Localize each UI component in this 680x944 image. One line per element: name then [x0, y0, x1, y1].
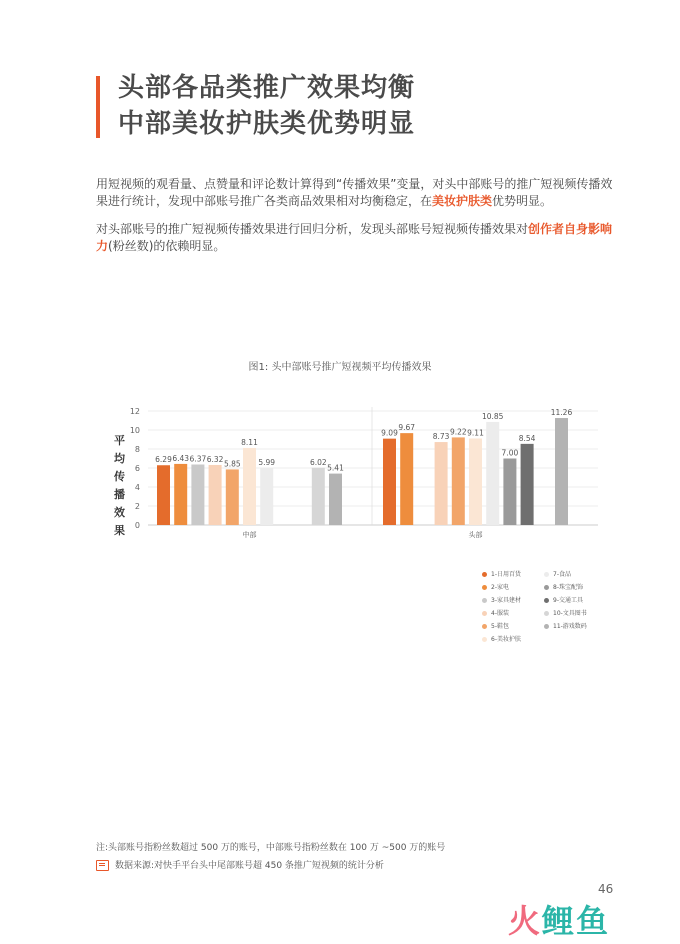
- bar: [469, 438, 482, 525]
- legend-label: 7-食品: [553, 571, 571, 578]
- y-tick-label: 8: [134, 445, 140, 454]
- bar-value-label: 8.11: [241, 437, 258, 447]
- watermark-part-1: 火: [508, 902, 543, 940]
- legend-swatch: [482, 611, 487, 616]
- paragraph-2-highlight: 创作者自身影响力: [96, 222, 613, 253]
- paragraph-2-end: (粉丝数)的依赖明显。: [108, 239, 226, 253]
- bar: [555, 418, 568, 525]
- bar-value-label: 5.41: [327, 463, 344, 473]
- bar-value-label: 6.37: [189, 454, 207, 464]
- bar: [400, 433, 413, 525]
- data-source-text: 数据来源:对快手平台头中尾部账号超 450 条推广短视频的统计分析: [115, 861, 384, 871]
- bar-value-label: 8.73: [432, 432, 450, 442]
- bar-value-label: 5.85: [223, 459, 241, 469]
- legend-item: [544, 570, 571, 580]
- legend-swatch: [482, 637, 487, 642]
- legend-swatch: [482, 585, 487, 590]
- chart-source-icon: [96, 860, 109, 871]
- legend-swatch: [544, 598, 549, 603]
- legend-label: 11-游戏数码: [553, 623, 587, 630]
- chart-y-axis-label: 平均传播效果: [114, 434, 125, 537]
- bar: [312, 468, 325, 525]
- bar-value-label: 6.32: [206, 454, 224, 464]
- legend-label: 6-美妆护肤: [491, 636, 521, 643]
- legend-swatch: [482, 624, 487, 629]
- legend-item: [482, 622, 509, 632]
- x-category-label: 中部: [242, 531, 257, 539]
- paragraph-1-end: 优势明显。: [492, 194, 553, 208]
- bar: [191, 464, 204, 525]
- bar-value-label: 9.22: [449, 427, 467, 437]
- bar-value-label: 5.99: [258, 458, 276, 468]
- bar-value-label: 10.85: [481, 411, 504, 421]
- paragraph-2-text: 对头部账号的推广短视频传播效果进行回归分析，发现头部账号短视频传播效果对: [96, 222, 529, 236]
- chart-title: 图1: 头中部账号推广短视频平均传播效果: [248, 362, 432, 373]
- bar-value-label: 11.26: [550, 408, 573, 418]
- page-number: 46: [598, 882, 614, 896]
- y-tick-label: 0: [134, 521, 140, 530]
- bar-value-label: 6.43: [172, 453, 190, 463]
- legend-swatch: [482, 598, 487, 603]
- bar: [486, 422, 499, 525]
- title-line-1: 头部各品类推广效果均衡: [118, 73, 416, 103]
- bar-value-label: 9.67: [398, 423, 416, 433]
- bar-value-label: 9.09: [381, 428, 398, 438]
- bar-value-label: 7.00: [501, 448, 519, 458]
- legend-item: [482, 635, 521, 645]
- legend-label: 10-文具图书: [553, 610, 587, 617]
- title-line-2: 中部美妆护肤类优势明显: [118, 109, 416, 139]
- legend-item: [544, 622, 587, 632]
- data-source: [96, 858, 384, 871]
- paragraph-1-text: 用短视频的观看量、点赞量和评论数计算得到“传播效果”变量，对头中部账号的推广短视频传播效果进行统计，发现中部账号推广各类商品效果相对均衡稳定，在: [96, 177, 613, 208]
- watermark-logo: [508, 896, 610, 942]
- legend-item: [544, 609, 587, 619]
- y-tick-label: 4: [134, 483, 140, 492]
- bar-value-label: 6.02: [309, 457, 327, 467]
- paragraph-1-highlight: 美妆护肤类: [432, 194, 493, 208]
- y-tick-label: 10: [129, 426, 140, 435]
- legend-label: 5-鞋包: [491, 623, 509, 630]
- legend-swatch: [544, 572, 549, 577]
- legend-item: [482, 609, 509, 619]
- bar: [243, 448, 256, 525]
- bar: [226, 469, 239, 525]
- legend-item: [482, 583, 509, 593]
- bar: [503, 459, 516, 526]
- legend-item: [544, 583, 583, 593]
- bar: [174, 464, 187, 525]
- bar-value-label: 8.54: [518, 433, 536, 443]
- bar: [329, 474, 342, 525]
- legend-item: [482, 570, 521, 580]
- x-category-label: 头部: [468, 531, 483, 539]
- y-tick-label: 2: [134, 502, 140, 511]
- bar: [209, 465, 222, 525]
- footnote: 注:头部账号指粉丝数超过 500 万的账号，中部账号指粉丝数在 100 万 ~500 万的账号: [96, 843, 446, 853]
- watermark-part-2: 鲤鱼: [542, 902, 611, 940]
- y-tick-label: 6: [134, 464, 140, 473]
- bar-value-label: 6.29: [155, 455, 172, 465]
- legend-item: [544, 596, 583, 606]
- legend-label: 2-家电: [491, 584, 509, 591]
- bar: [157, 465, 170, 525]
- legend-swatch: [544, 611, 549, 616]
- bar: [521, 444, 534, 525]
- legend-label: 8-珠宝配饰: [553, 584, 583, 591]
- legend-swatch: [482, 572, 487, 577]
- legend-swatch: [544, 585, 549, 590]
- legend-item: [482, 596, 521, 606]
- legend-label: 9-交通工具: [553, 597, 583, 604]
- legend-label: 1-日用百货: [491, 571, 521, 578]
- legend-label: 3-家具建材: [491, 597, 521, 604]
- legend-swatch: [544, 624, 549, 629]
- bar: [383, 439, 396, 525]
- bar-value-label: 9.11: [467, 428, 484, 438]
- bar: [452, 437, 465, 525]
- bar: [435, 442, 448, 525]
- y-tick-label: 12: [129, 407, 140, 416]
- legend-label: 4-服装: [491, 610, 509, 617]
- bar: [260, 468, 273, 525]
